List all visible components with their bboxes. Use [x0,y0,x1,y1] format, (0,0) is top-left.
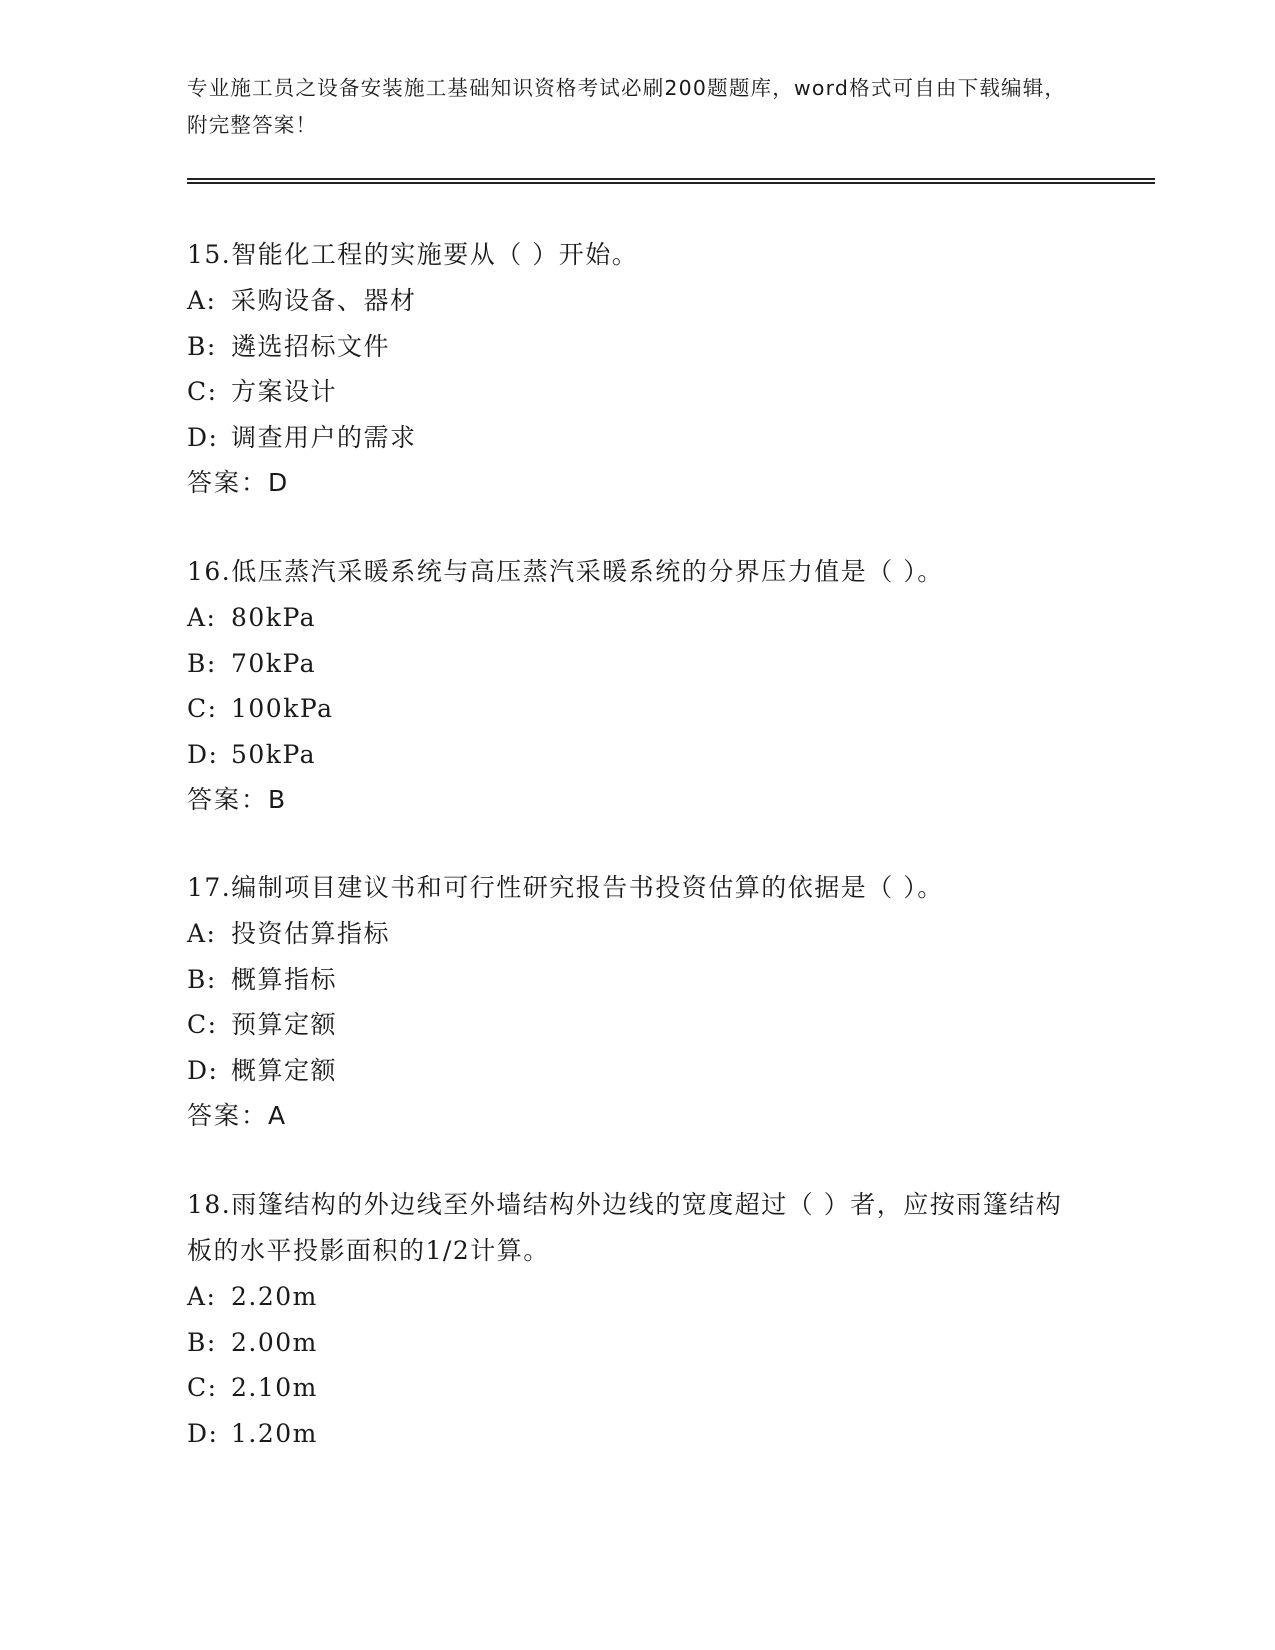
option-text: 1.20m [231,1418,318,1448]
option-letter: D: [187,1418,219,1448]
option-text: 方案设计 [231,377,338,406]
question-17 [187,865,1087,1139]
option-letter: D: [187,422,219,452]
option-b [187,641,1087,687]
option-text: 调查用户的需求 [231,422,417,452]
option-letter: A: [187,603,217,632]
option-a [187,595,1087,641]
option-letter: B: [187,648,217,678]
option-c [187,1002,1087,1048]
option-letter: B: [187,964,217,994]
option-b [187,957,1087,1003]
option-text: 2.20m [231,1282,318,1311]
answer-label: 答案：B [187,785,288,814]
answer-label: 答案：D [187,468,290,497]
document-header: 专业施工员之设备安装施工基础知识资格考试必刷200题题库，word格式可自由下载编辑，附完整答案！ [187,76,1067,137]
option-a [187,911,1087,957]
option-d [187,1048,1087,1094]
option-text: 预算定额 [231,1010,338,1039]
option-c [187,686,1087,732]
option-a [187,1274,1067,1320]
option-c [187,1365,1067,1411]
option-letter: C: [187,1373,218,1402]
header-divider-bottom [187,182,1155,184]
option-letter: B: [187,1327,217,1357]
option-letter: B: [187,331,217,361]
option-letter: A: [187,286,217,315]
option-letter: C: [187,694,218,723]
option-text: 概算指标 [231,964,338,994]
question-18 [187,1182,1067,1456]
header-divider-top [187,178,1155,180]
option-text: 概算定额 [231,1055,338,1085]
option-b [187,324,1087,370]
option-letter: A: [187,919,217,948]
option-text: 投资估算指标 [231,919,391,948]
option-text: 70kPa [231,648,317,678]
option-letter: D: [187,1055,219,1085]
option-letter: C: [187,1010,218,1039]
option-letter: A: [187,1282,217,1311]
question-stem: 16.低压蒸汽采暖系统与高压蒸汽采暖系统的分界压力值是（ ）。 [187,557,944,586]
option-a [187,278,1087,324]
option-text: 遴选招标文件 [231,331,391,361]
option-c [187,369,1087,415]
option-letter: D: [187,739,219,769]
option-d [187,415,1087,461]
option-d [187,732,1087,778]
answer-label: 答案：A [187,1101,288,1130]
option-d [187,1411,1067,1457]
question-stem: 15.智能化工程的实施要从（ ）开始。 [187,240,639,269]
question-stem: 17.编制项目建议书和可行性研究报告书投资估算的依据是（ ）。 [187,873,944,902]
option-text: 100kPa [231,694,334,723]
question-16 [187,549,1087,823]
option-text: 采购设备、器材 [231,286,417,315]
option-b [187,1320,1067,1366]
question-stem: 18.雨篷结构的外边线至外墙结构外边线的宽度超过（ ）者，应按雨篷结构板的水平投影面积的1/2计算。 [187,1190,1063,1265]
option-text: 50kPa [231,739,317,769]
option-text: 2.00m [231,1327,318,1357]
option-text: 2.10m [231,1373,318,1402]
question-15 [187,232,1087,506]
option-letter: C: [187,377,218,406]
option-text: 80kPa [231,603,317,632]
